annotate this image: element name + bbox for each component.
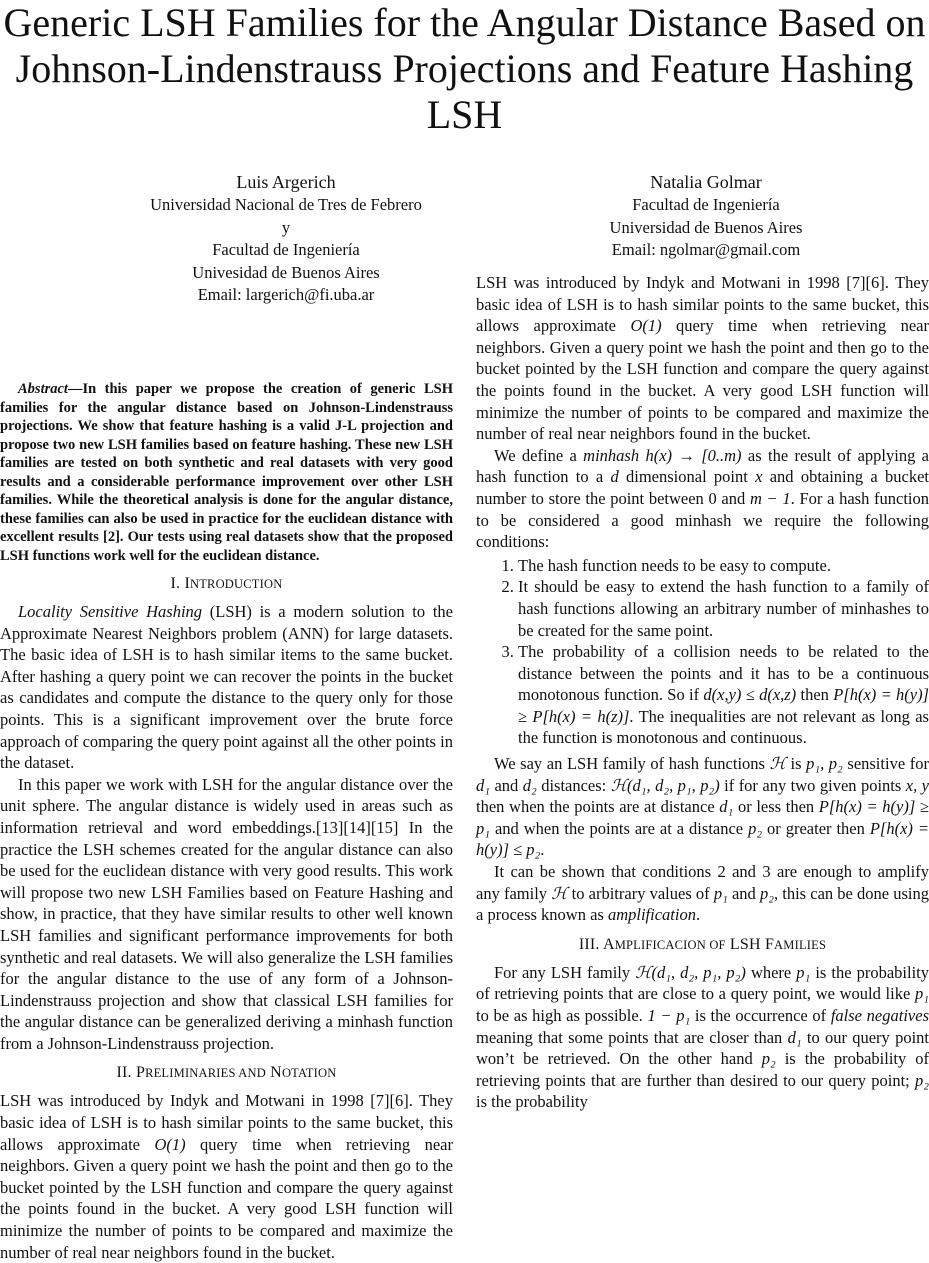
conditions-list	[476, 555, 929, 749]
left-column	[0, 380, 454, 1262]
section-heading-amplification: III. AMPLIFICACION OF LSH FAMILIES	[578, 935, 827, 953]
prelim-paragraph-2: We define a minhash h(x) → [0..m) as the result of applying a hash function to a d dimensional point x and obtaining a bucket number to store the point between 0 and m − 1. For a hash function to be considered a good minhash we require the following conditions:	[476, 445, 929, 552]
author-block-2	[520, 170, 892, 262]
author-email: Email: ngolmar@gmail.com	[611, 240, 801, 259]
author-affiliation: Universidad de Buenos Aires	[609, 217, 803, 237]
prelim-paragraph-1-tail: LSH was introduced by Indyk and Motwani in 1998 [7][6]. They basic idea of LSH is to hash similar points to the same bucket, this allows approximate O(1) query time when retrieving near neighbors. Given a query point we hash the point and then go to the bucket pointed by the LSH function and compare the query against the points found in the bucket. A very good LSH function will minimize the number of points to be compared and maximize the number of real near neighbors found in the bucket.	[476, 273, 929, 444]
condition-item: 1. The hash function needs to be easy to compute.	[518, 555, 929, 577]
amplification-paragraph-1: For any LSH family ℋ(d₁, d₂, p₁, p₂) where p₁ is the probability of retrieving points that are close to a query point, we would like p₁ to be as high as possible. 1 − p₁ is the occurrence of false negatives meaning that some points that are closer than d₁ to our query point won’t be retrieved. On the other hand p₂ is the probability of retrieving points that are further than desired to our query point; p₂ is the probability	[476, 962, 929, 1112]
abstract-text: —In this paper we propose the creation of generic LSH families for the angular distance based on Johnson-Lindenstrauss projections. We show that feature hashing is a valid J-L projection and propose two new LSH families based on feature hashing. These new LSH families are tested on both synthetic and real datasets with very good results and a considerable performance improvement over other LSH families. While the theoretical analysis is done for the angular distance, these families can also be used in practice for the euclidean distance with excellent results [2]. Our tests using real datasets show that the proposed LSH functions work well for the euclidean distance.	[0, 381, 453, 564]
author-affiliation: Facultad de Ingeniería	[212, 240, 360, 259]
author-block-1	[100, 170, 472, 307]
author-name: Natalia Golmar	[650, 172, 762, 192]
author-affiliation-conjunction: y	[281, 217, 291, 237]
term-lsh: Locality Sensitive Hashing	[18, 602, 203, 621]
section-heading-introduction: I. INTRODUCTION	[170, 575, 283, 592]
condition-item: 3. The probability of a collision needs to be related to the distance between the points and it has to be a continuous monotonous function. So if d(x,y) ≤ d(x,z) then P[h(x) = h(y)] ≥ P[h(x) = h(z)]. The inequalities are not relevant as long as the function is monotonous and continuous.	[518, 641, 929, 749]
prelim-paragraph-1: LSH was introduced by Indyk and Motwani in 1998 [7][6]. They basic idea of LSH is to hash similar points to the same bucket, this allows approximate O(1) query time when retrieving near neighbors. Given a query point we hash the point and then go to the bucket pointed by the LSH function and compare the query against the points found in the bucket. A very good LSH function will minimize the number of points to be compared and maximize the number of real near neighbors found in the bucket.	[0, 1091, 454, 1262]
author-name: Luis Argerich	[236, 172, 336, 192]
intro-paragraph-1: Locality Sensitive Hashing (LSH) is a modern solution to the Approximate Nearest Neighbors problem (ANN) for large datasets. The basic idea of LSH is to hash similar items to the same bucket. After hashing a query point we can recover the points in the bucket as candidates and compute the distance to the query only for those points. This is a significant improvement over the brute force approach of comparing the query point against all the other points in the dataset.	[0, 602, 453, 773]
intro-paragraph-2: In this paper we work with LSH for the angular distance over the unit sphere. The angular distance is widely used in areas such as information retrieval and word embeddings.[13][14][15] In the practice the LSH schemes created for the angular distance can also be used for the euclidean distance with very good results. This work will propose two new LSH Families based on Feature Hashing and show, in practice, that they have similar results to other well known LSH families and significant performance improvements for both synthetic and real datasets. We will also generalize the LSH families for the angular distance to the use of any form of a Johnson-Lindenstrauss projection and show that classical LSH families for the angular distance can be generalized deriving a minhash function from a Johnson-Lindenstrauss projection.	[0, 774, 453, 1053]
author-email: Email: largerich@fi.uba.ar	[197, 285, 375, 304]
prelim-paragraph-1-continued	[476, 272, 929, 445]
prelim-paragraph-4: It can be shown that conditions 2 and 3 are enough to amplify any family ℋ to arbitrary values of p₁ and p₂, this can be done using a process known as amplification.	[476, 862, 929, 925]
prelim-paragraph-3: We say an LSH family of hash functions ℋ is p₁, p₂ sensitive for d₁ and d₂ distances: ℋ(d₁, d₂, p₁, p₂) if for any two given points x, y then when the points are at distance d₁ or less then P[h(x) = h(y)] ≥ p₁ and when the points are at a distance p₂ or greater then P[h(x) = h(y)] ≤ p₂.	[476, 754, 929, 860]
section-heading-preliminaries: II. PRELIMINARIES AND NOTATION	[116, 1064, 337, 1082]
paper-title: Generic LSH Families for the Angular Distance Based on Johnson-Lindenstrauss Projections and Feature Hashing LSH	[3, 0, 926, 137]
author-affiliation: Facultad de Ingeniería	[632, 195, 780, 214]
author-affiliation: Universidad Nacional de Tres de Febrero	[150, 195, 422, 214]
right-column	[476, 273, 929, 1113]
condition-item: 2. It should be easy to extend the hash function to a family of hash functions allowing an arbitrary number of minhashes to be created for the same point.	[518, 576, 929, 641]
abstract-label: Abstract	[18, 381, 68, 397]
author-affiliation: Univesidad de Buenos Aires	[192, 262, 380, 282]
abstract	[0, 380, 453, 565]
